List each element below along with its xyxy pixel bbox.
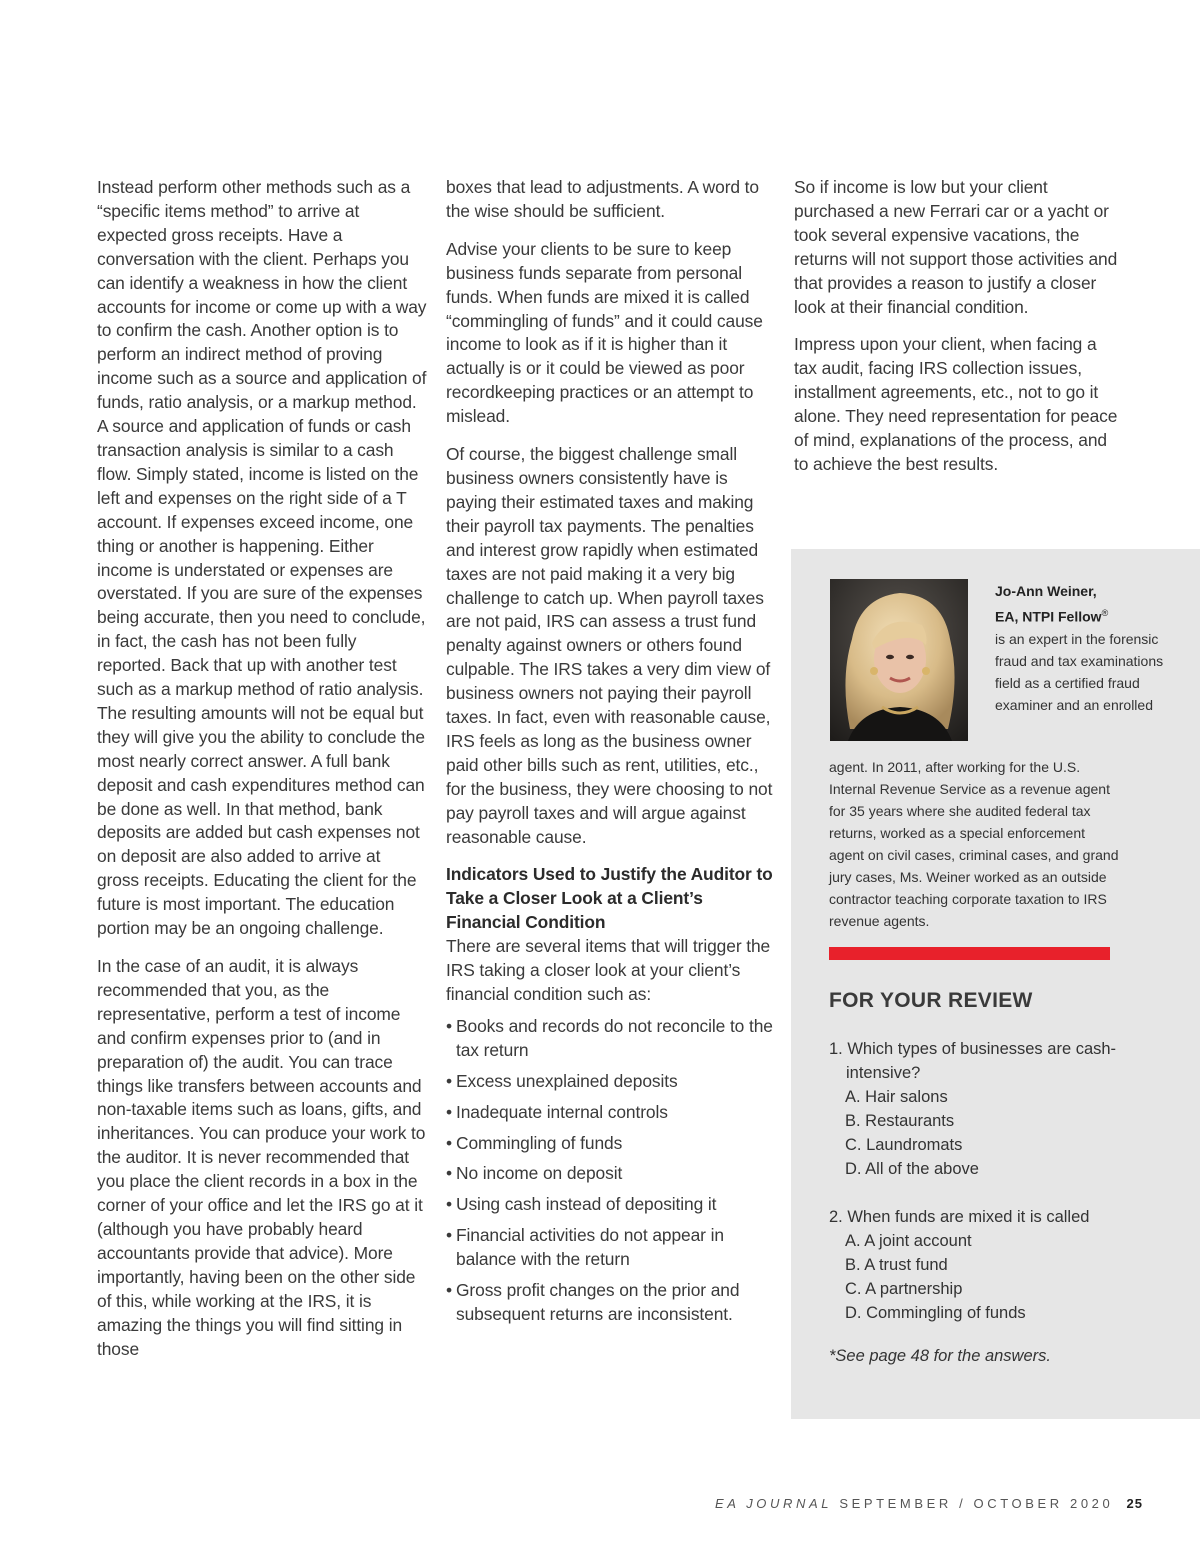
list-item-text: Using cash instead of depositing it xyxy=(456,1194,717,1215)
author-name-line1: Jo-Ann Weiner, xyxy=(995,583,1097,599)
list-item xyxy=(446,1224,776,1272)
list-item-text: Inadequate internal controls xyxy=(456,1101,668,1122)
section-intro: There are several items that will trigger the IRS taking a closer look at your client’s financial condition such as: xyxy=(446,936,771,1004)
review-heading: FOR YOUR REVIEW xyxy=(829,989,1033,1012)
paragraph: Impress upon your client, when facing a tax audit, facing IRS collection issues, installment agreements, etc., not to go it alone. They need representation for peace of mind, explanations of the process, and to achieve the best results. xyxy=(794,334,1118,474)
list-item xyxy=(446,1193,776,1217)
paragraph: Instead perform other methods such as a “specific items method” to arrive at expected gross receipts. Have a conversation with the client. Perhaps you can identify a weakness in how the client accounts for income or come up with a way to confirm the cash. Another option is to perform an indirect method of proving income such as a source and application of funds, ratio analysis, or a markup method. A source and application of funds or cash transaction analysis is similar to a cash flow. Simply stated, income is listed on the left and expenses on the right side of a T account. If expenses exceed income, one thing or another is happening. Either income is understated or expenses are overstated. If you are sure of the expenses being accurate, then you need to conclude, in fact, the cash has not been fully reported. Back that up with another test such as a markup method of ratio analysis. The resulting amounts will not be equal but they will give you the ability to conclude the most nearly correct answer. A full bank deposit and cash expenditures method can be done as well. In that method, bank deposits are added but cash expenses not on deposit are also added to arrive at gross receipts. Educating the client for the future is most important. The education portion may be an ongoing challenge. xyxy=(97,177,427,939)
registered-mark: ® xyxy=(1101,608,1109,618)
review-question xyxy=(829,1037,1119,1181)
review-questions xyxy=(829,1037,1119,1325)
author-name-line2: EA, NTPI Fellow xyxy=(995,608,1102,625)
article-column-1 xyxy=(97,176,427,1375)
author-name xyxy=(995,580,1185,628)
list-item xyxy=(446,1015,776,1063)
author-bio-continued: agent. In 2011, after working for the U.S. Internal Revenue Service as a revenue agent for 35 years where she audited federal tax returns, worked as a special enforcement agent on civil cases, criminal cases, and grand jury cases, Ms. Weiner worked as an outside contractor teaching corporate taxation to IRS revenue agents. xyxy=(829,759,1119,929)
bullet-icon: • xyxy=(446,1163,452,1184)
indicator-list xyxy=(446,1015,776,1327)
page-number: 25 xyxy=(1126,1496,1143,1511)
bullet-icon: • xyxy=(446,1132,452,1153)
paragraph: boxes that lead to adjustments. A word to the wise should be sufficient. xyxy=(446,177,759,221)
bullet-icon: • xyxy=(446,1280,452,1301)
journal-name: EA JOURNAL xyxy=(714,1496,833,1511)
author-photo xyxy=(830,579,968,741)
list-item xyxy=(446,1101,776,1125)
section-subheading: Indicators Used to Justify the Auditor to Take a Closer Look at a Client’s Financial Condition xyxy=(446,864,773,933)
list-item-text: Financial activities do not appear in balance with the return xyxy=(456,1225,724,1270)
question-text: 2. When funds are mixed it is called xyxy=(829,1208,1090,1226)
bullet-icon: • xyxy=(446,1194,452,1215)
author-bio-text: is an expert in the forensic fraud and tax examinations field as a certified fraud examiner and an enrolled xyxy=(995,630,1164,713)
answer-option: D. Commingling of funds xyxy=(845,1304,1026,1322)
author-sidebar xyxy=(791,549,1200,1419)
answer-option: C. A partnership xyxy=(845,1280,963,1298)
list-item-text: Excess unexplained deposits xyxy=(456,1070,678,1091)
page-footer xyxy=(715,1496,1143,1511)
bullet-icon: • xyxy=(446,1101,452,1122)
question-text: 1. Which types of businesses are cash-intensive? xyxy=(829,1040,1117,1082)
list-item-text: Gross profit changes on the prior and subsequent returns are inconsistent. xyxy=(456,1280,740,1324)
answer-option: C. Laundromats xyxy=(845,1136,963,1154)
bullet-icon: • xyxy=(446,1225,452,1246)
list-item xyxy=(446,1279,776,1327)
paragraph: In the case of an audit, it is always recommended that you, as the representative, perform a test of income and confirm expenses prior to (and in preparation of) the audit. You can trace things like transfers between accounts and non-taxable items such as loans, gifts, and inheritances. You can produce your work to the auditor. It is never recommended that you place the client records in a box in the corner of your office and let the IRS go at it (although you have probably heard accountants provide that advice). More importantly, having been on the other side of this, while working at the IRS, it is amazing the things you will find sitting in those xyxy=(97,956,426,1359)
accent-divider xyxy=(829,947,1110,960)
author-portrait-icon xyxy=(830,579,968,741)
list-item-text: No income on deposit xyxy=(456,1163,623,1184)
list-item xyxy=(446,1162,776,1186)
paragraph: Advise your clients to be sure to keep business funds separate from personal funds. When funds are mixed it is called “commingling of funds” and it could cause income to look as if it is higher than it actually is or it could be viewed as poor recordkeeping practices or an attempt to mislead. xyxy=(446,238,763,427)
answer-option: B. A trust fund xyxy=(845,1256,948,1274)
review-question xyxy=(829,1205,1119,1325)
answer-option: A. Hair salons xyxy=(845,1088,948,1106)
bullet-icon: • xyxy=(446,1070,452,1091)
list-item xyxy=(446,1070,776,1094)
issue-date: SEPTEMBER / OCTOBER 2020 xyxy=(839,1496,1114,1511)
answer-option: A. A joint account xyxy=(845,1232,972,1250)
bullet-icon: • xyxy=(446,1015,452,1036)
answers-note: *See page 48 for the answers. xyxy=(829,1347,1051,1365)
answer-option: D. All of the above xyxy=(845,1160,979,1178)
list-item-text: Commingling of funds xyxy=(456,1132,623,1153)
article-column-2 xyxy=(446,176,776,1334)
list-item-text: Books and records do not reconcile to the tax return xyxy=(456,1015,773,1060)
author-bio-top xyxy=(995,580,1185,716)
paragraph: So if income is low but your client purchased a new Ferrari car or a yacht or took several expensive vacations, the returns will not support those activities and that provides a reason to justify a closer look at their financial condition. xyxy=(794,177,1118,317)
answer-option: B. Restaurants xyxy=(845,1112,955,1130)
list-item xyxy=(446,1132,776,1156)
paragraph: Of course, the biggest challenge small business owners consistently have is paying their estimated taxes and making their payroll tax payments. The penalties and interest grow rapidly when estimated taxes are not paid making it a very big challenge to catch up. When payroll taxes are not paid, IRS can assess a trust fund penalty against owners or others found culpable. The IRS takes a very dim view of business owners not paying their payroll taxes. In fact, even with reasonable cause, IRS feels as long as the business owner paid other bills such as rent, utilities, etc., for the business, they were choosing to not pay payroll taxes and will argue against reasonable cause. xyxy=(446,444,773,847)
article-column-3 xyxy=(794,176,1124,491)
